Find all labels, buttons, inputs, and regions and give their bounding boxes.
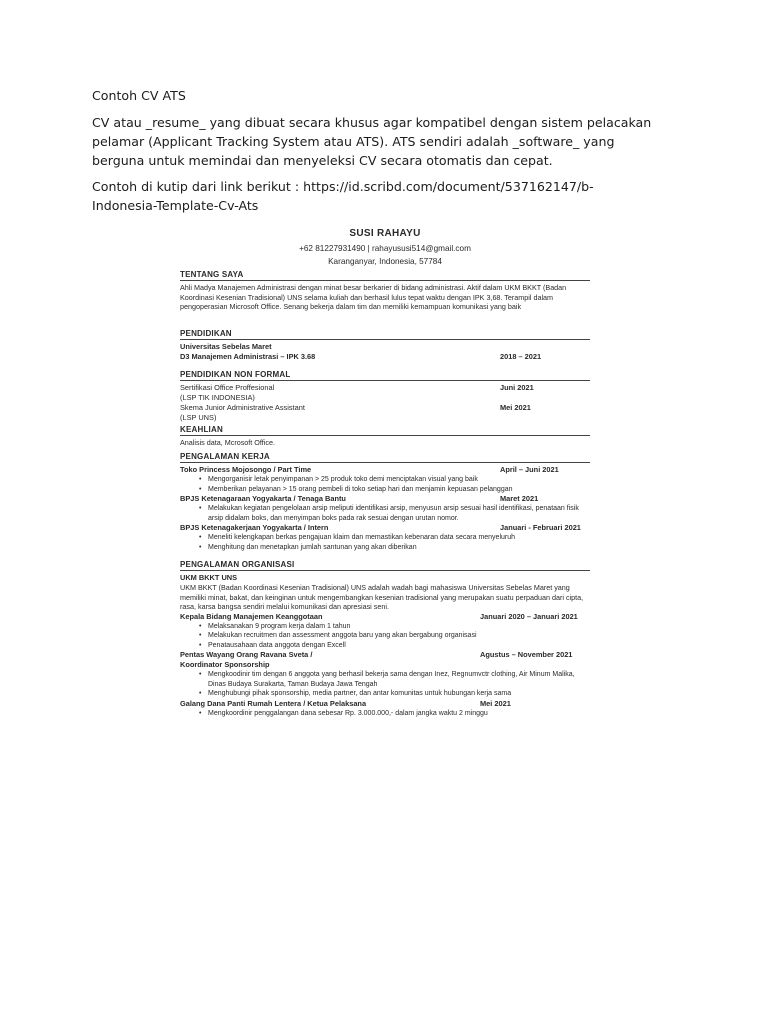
job-bullet: • Memberikan pelayanan > 15 orang pembeli di toko setiap hari dan menjamin kepuasan pelanggan	[208, 485, 590, 495]
section-tentang	[180, 270, 590, 312]
job-bullet: • Menghitung dan menetapkan jumlah santunan yang akan diberikan	[208, 543, 590, 553]
section-title: PENDIDIKAN NON FORMAL	[180, 370, 590, 381]
org-bullet: • Mengkoodinir tim dengan 6 anggota yang berhasil bekerja sama dengan Inez, Regnumvctr clothing, Air Minum Malika, Dinas Budaya Surakarta, Taman Budaya Jawa Tengah	[208, 670, 590, 689]
org-name: UKM BKKT UNS	[180, 573, 238, 582]
org-role-sub: Koordinator Sponsorship	[180, 660, 270, 670]
org-bullet: • Penatausahaan data anggota dengan Excell	[208, 641, 590, 651]
skills-text: Analisis data, Mcrosoft Office.	[180, 438, 275, 447]
section-keahlian	[180, 425, 590, 448]
org-date: Agustus – November 2021	[480, 650, 573, 660]
document-title: Contoh CV ATS	[92, 88, 186, 103]
job-date: Maret 2021	[500, 494, 539, 503]
job-bullet: • Mengorganisir letak penyimpanan > 25 produk toko demi menciptakan visual yang baik	[208, 475, 590, 485]
job-role: BPJS Ketenagaraan Yogyakarta / Tenaga Bantu	[180, 494, 346, 503]
job-date: April – Juni 2021	[500, 465, 559, 474]
cert-name: Skema Junior Administrative Assistant	[180, 403, 305, 412]
section-title: PENGALAMAN ORGANISASI	[180, 560, 590, 571]
org-bullet: • Mengkoordinir penggalangan dana sebesar Rp. 3.000.000,- dalam jangka waktu 2 minggu	[208, 709, 590, 719]
cert-date: Mei 2021	[500, 403, 531, 412]
org-date: Januari 2020 – Januari 2021	[480, 611, 578, 621]
section-title: PENGALAMAN KERJA	[180, 452, 590, 463]
job-bullet: • Meneliti kelengkapan berkas pengajuan klaim dan memastikan kebenaran data secara menyeluruh	[208, 533, 590, 543]
cv-image	[170, 222, 600, 732]
section-title: KEAHLIAN	[180, 425, 590, 436]
job-date: Januari - Februari 2021	[500, 523, 581, 532]
about-text: Ahli Madya Manajemen Administrasi dengan minat besar berkarier di bidang administrasi. Aktif dalam UKM BKKT (Badan Koordinasi Kesenian Tradisional) UNS selama kuliah dan berhasil lulus tepat waktu dengan IPK 3,68. Terampil dalam pengoperasian Microsoft Office. Senang bekerja dalam tim dan memiliki kemampuan komunikasi yang baik	[180, 283, 567, 312]
section-kerja	[180, 452, 590, 552]
job-role: Toko Princess Mojosongo / Part Time	[180, 465, 312, 474]
job-role: BPJS Ketenagakerjaan Yogyakarta / Intern	[180, 523, 329, 532]
intro-paragraph: CV atau _resume_ yang dibuat secara khusus agar kompatibel dengan sistem pelacakan pelamar (Applicant Tracking System atau ATS). ATS sendiri adalah _software_ yang berguna untuk memindai dan menyeleksi CV secara otomatis dan cepat.	[92, 115, 652, 168]
section-title: PENDIDIKAN	[180, 329, 590, 340]
org-role: Kepala Bidang Manajemen Keanggotaan	[180, 611, 323, 621]
cert-org: (LSP UNS)	[180, 413, 217, 422]
cv-name: SUSI RAHAYU	[349, 228, 421, 239]
degree-period: 2018 – 2021	[500, 352, 542, 361]
cert-org: (LSP TIK INDONESIA)	[180, 393, 255, 402]
cv-address: Karanganyar, Indonesia, 57784	[328, 257, 442, 266]
org-role: Galang Dana Panti Rumah Lentera / Ketua Pelaksana	[180, 698, 367, 708]
org-bullet: • Melaksanakan 9 program kerja dalam 1 tahun	[208, 622, 590, 632]
section-pendidikan	[180, 329, 590, 362]
cert-name: Sertifikasi Office Proffesional	[180, 383, 275, 392]
degree: D3 Manajemen Administrasi – IPK 3.68	[180, 352, 316, 361]
section-title: TENTANG SAYA	[180, 270, 590, 281]
job-bullet: • Melakukan kegiatan pengelolaan arsip meliputi identifikasi arsip, menyusun arsip sesuai hasil identifikasi, penataan fisik arsip didalam boks, dan menyimpan boks pada rak sesuai dengan urutan nomor.	[208, 504, 590, 523]
org-bullet: • Menghubungi pihak sponsorship, media partner, dan antar komunitas untuk hubungan kerja sama	[208, 689, 590, 699]
cv-contact: +62 81227931490 | rahayususi514@gmail.com	[299, 244, 471, 253]
org-role: Pentas Wayang Orang Ravana Sveta /	[180, 650, 313, 660]
org-bullet: • Melakukan recruitmen dan assessment anggota baru yang akan bergabung organisasi	[208, 631, 590, 641]
org-desc: UKM BKKT (Badan Koordinasi Kesenian Tradisional) UNS adalah wadah bagi mahasiswa Universitas Sebelas Maret yang memiliki minat, bakat, dan keinginan untuk mengembangkan kesenian tradisional yang merupakan suatu perpaduan dari cipta, rasa, karsa bangsa sendiri melalui komunikasi dan apresiasi seni.	[180, 583, 584, 612]
cert-date: Juni 2021	[500, 383, 534, 392]
school-name: Universitas Sebelas Maret	[180, 342, 272, 351]
section-organisasi	[180, 560, 590, 718]
source-link-text: Contoh di kutip dari link berikut : https://id.scribd.com/document/537162147/b-Indonesia-Template-Cv-Ats	[92, 179, 594, 213]
intro-text	[92, 86, 652, 215]
org-date: Mei 2021	[480, 698, 511, 708]
section-nonformal	[180, 370, 590, 423]
